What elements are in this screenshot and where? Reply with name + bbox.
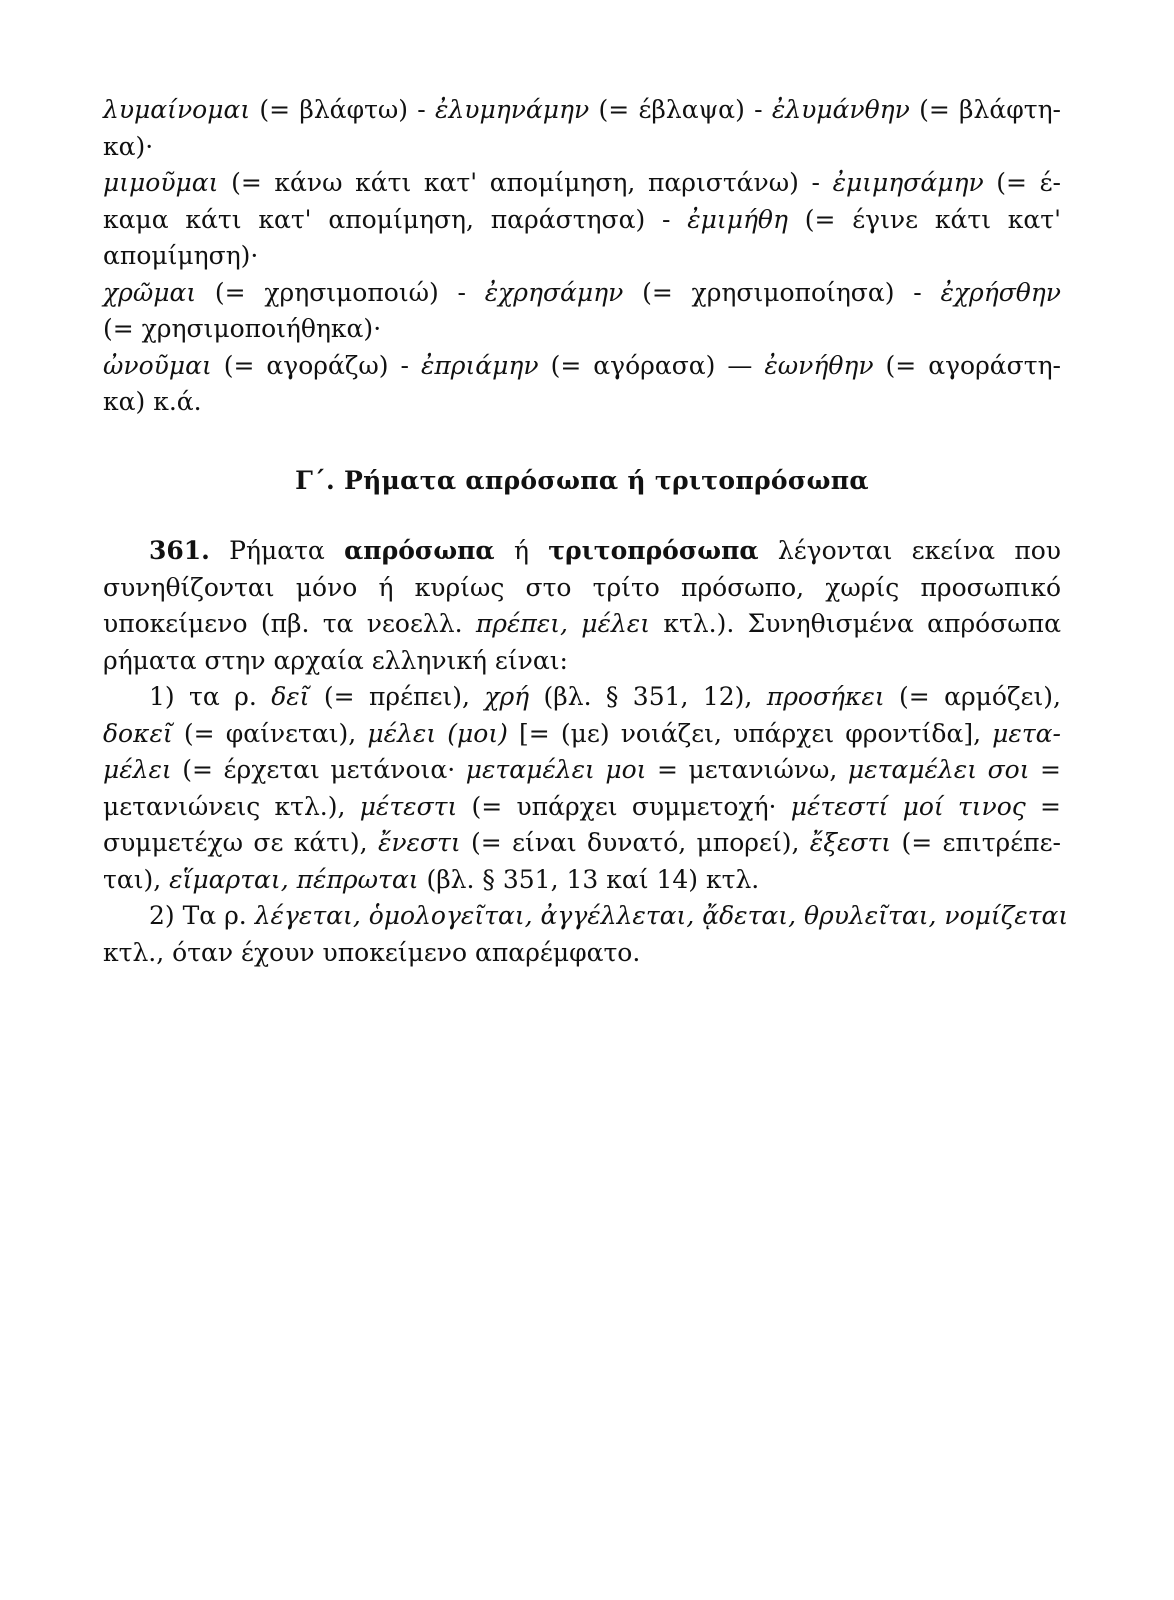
list-item-2 [103,898,1069,971]
paragraph-number: 361. [149,536,210,565]
text-line: 1) τα ρ. δεῖ (= πρέπει), χρή (βλ. § 351, 12), προσήκει (= αρμόζει), [149,682,1061,711]
paragraph-361 [103,533,1061,679]
text-line: συμμετέχω σε κάτι), ἔνεστι (= είναι δυνατό, μπορεί), ἔξεστι (= επιτρέπε- [103,828,1062,857]
text-line: καμα κάτι κατ' απομίμηση, παράστησα) - ἐμιμήθη (= έγινε κάτι κατ' [103,204,1061,234]
text-line: ὠνοῦμαι (= αγοράζω) - ἐπριάμην (= αγόρασα) — ἐωνήθην (= αγοράστη- [103,350,1061,380]
text-line: ται), εἵμαρται, πέπρωται (βλ. § 351, 13 καί 14) κτλ. [103,864,760,894]
text-line: δοκεῖ (= φαίνεται), μέλει (μοι) [= (με) νοιάζει, υπάρχει φροντίδα], μετα- [103,718,1061,748]
text-line: μετανιώνεις κτλ.), μέτεστι (= υπάρχει συμμετοχή· μέτεστί μοί τινος = [103,791,1061,821]
text-line: κα)· [103,131,154,161]
verb-entry [103,348,1061,421]
verb-entry [103,165,1061,275]
text-line: μιμοῦμαι (= κάνω κάτι κατ' απομίμηση, παριστάνω) - ἐμιμησάμην (= έ- [103,168,1061,197]
text-line: υποκείμενο (πβ. τα νεοελλ. πρέπει, μέλει κτλ.). Συνηθισμένα απρόσωπα [103,609,1061,638]
verb-entry [103,275,1061,348]
verb-list [103,92,1061,421]
text-line: μέλει (= έρχεται μετάνοια· μεταμέλει μοι = μετανιώνω, μεταμέλει σοι = [103,755,1062,784]
text-line: (= χρησιμοποιήθηκα)· [103,314,382,343]
text-line: κα) κ.ά. [103,387,202,416]
text-line: χρῶμαι (= χρησιμοποιώ) - ἐχρησάμην (= χρησιμοποίησα) - ἐχρήσθην [103,277,1061,307]
text-line: απομίμηση)· [103,241,259,270]
paragraph-text: Ρήματα απρόσωπα ή τριτοπρόσωπα λέγονται εκείνα που [229,536,1062,565]
text-line: 2) Τα ρ. λέγεται, ὁμολογεῖται, ἀγγέλλεται, ᾄδεται, θρυλεῖται, νομίζεται [149,901,1069,930]
section-heading: Γ΄. Ρήματα απρόσωπα ή τριτοπρόσωπα [295,465,869,495]
text-line: κτλ., όταν έχουν υποκείμενο απαρέμφατο. [103,937,641,967]
text-line: ρήματα στην αρχαία ελληνική είναι: [103,645,568,675]
text-line [103,533,1061,570]
text-line: λυμαίνομαι (= βλάφτω) - ἐλυμηνάμην (= έβλαψα) - ἐλυμάνθην (= βλάφτη- [103,95,1062,124]
verb-entry [103,92,1061,165]
list-item-1 [103,679,1061,898]
document-page [103,92,1069,971]
text-line: συνηθίζονται μόνο ή κυρίως στο τρίτο πρόσωπο, χωρίς προσωπικό [103,572,1061,602]
